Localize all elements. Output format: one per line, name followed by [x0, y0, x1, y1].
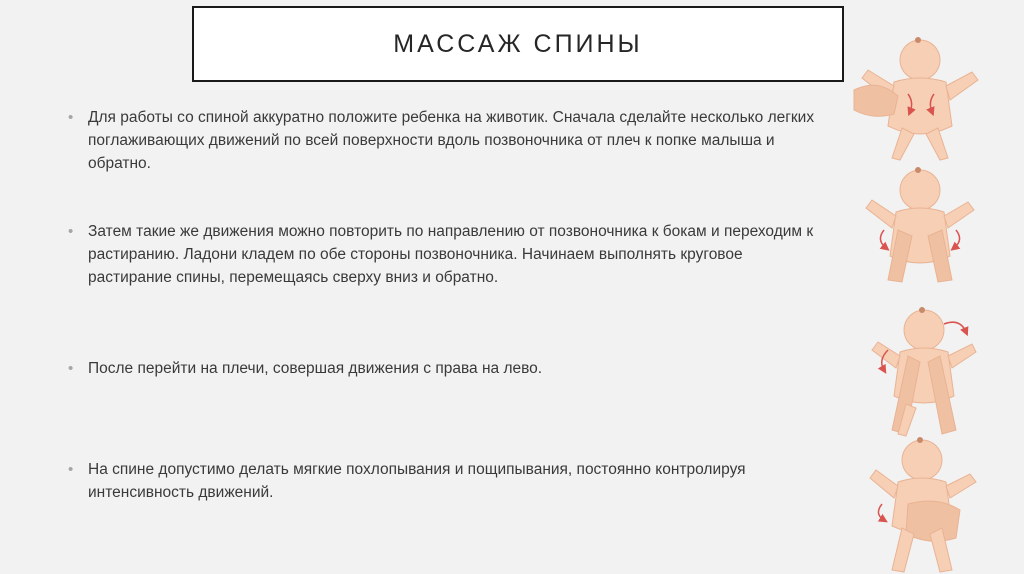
- baby-massage-illustration: [848, 30, 986, 574]
- bullet-marker: •: [68, 360, 74, 377]
- bullet-item: [68, 220, 828, 289]
- bullet-item: [68, 357, 828, 380]
- bullet-item: [68, 458, 828, 504]
- bullet-item: [68, 106, 828, 175]
- baby-figure-3: [872, 307, 976, 436]
- bullet-text: На спине допустимо делать мягкие похлопывания и пощипывания, постоянно контролируя интенсивность движений.: [88, 461, 746, 501]
- bullet-text: Для работы со спиной аккуратно положите ребенка на животик. Сначала сделайте несколько легких поглаживающих движений по всей поверхности вдоль позвоночника от плеч к попке малыша и обратно.: [88, 109, 815, 172]
- bullet-text: Затем такие же движения можно повторить по направлению от позвоночника к бокам и переходим к растиранию. Ладони кладем по обе стороны позвоночника. Начинаем выполнять круговое растирание спины, перемещаясь сверху вниз и обратно.: [88, 223, 814, 286]
- baby-figure-1: [854, 37, 978, 160]
- baby-figure-2: [866, 167, 974, 282]
- bullet-marker: •: [68, 461, 74, 478]
- bullet-text: После перейти на плечи, совершая движения с права на лево.: [88, 360, 543, 377]
- baby-figure-4: [870, 437, 976, 572]
- bullet-marker: •: [68, 109, 74, 126]
- bullet-marker: •: [68, 223, 74, 240]
- title-box: [192, 6, 844, 82]
- slide-title: МАССАЖ СПИНЫ: [393, 29, 643, 58]
